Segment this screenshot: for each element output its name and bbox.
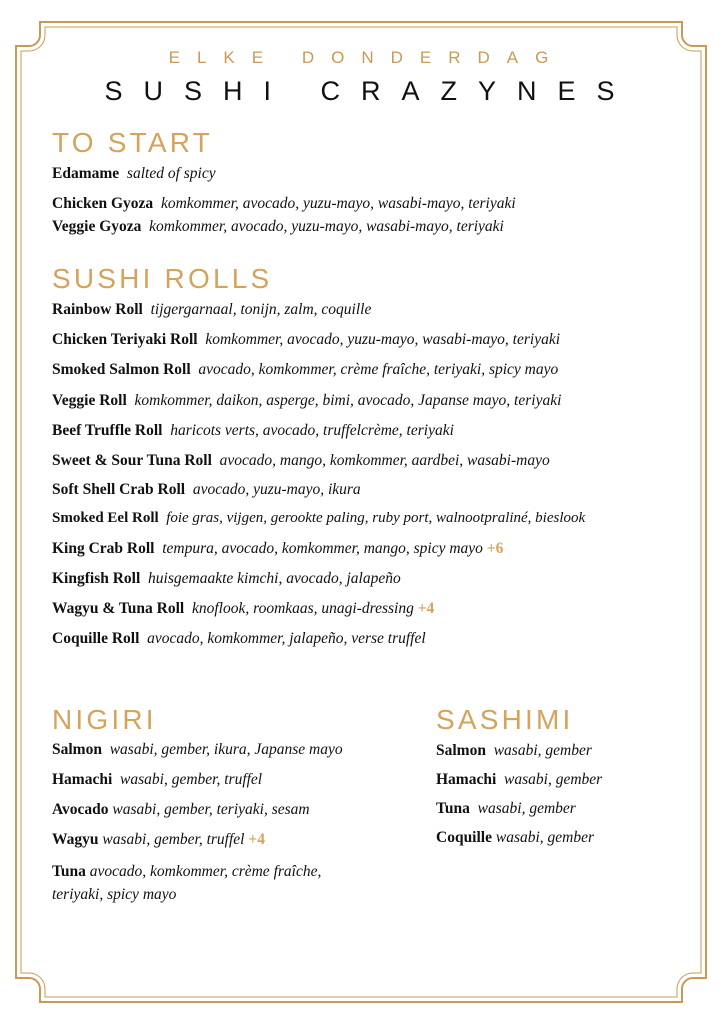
item-description: huisgemaakte kimchi, avocado, jalapeño [148, 570, 401, 587]
item-description: avocado, yuzu-mayo, ikura [192, 481, 361, 498]
item-description: haricots verts, avocado, truffelcrème, teriyaki [170, 422, 454, 439]
item-name: Beef Truffle Roll [52, 422, 163, 439]
item-name: Kingfish Roll [52, 570, 141, 587]
item-description: avocado, mango, komkommer, aardbei, wasabi-mayo [219, 452, 550, 469]
menu-item [436, 768, 602, 791]
item-description: avocado, komkommer, crème fraîche, teriyaki, spicy mayo [52, 863, 322, 903]
menu-item [52, 597, 434, 620]
menu-title: SUSHI CRAZYNES [104, 76, 636, 106]
item-description: komkommer, daikon, asperge, bimi, avocado, Japanse mayo, teriyaki [134, 392, 562, 409]
menu-item [52, 389, 561, 412]
menu-item [436, 826, 594, 849]
section-heading-to-start: TO START [52, 127, 213, 158]
item-description: wasabi, gember [493, 742, 592, 759]
item-name: Rainbow Roll [52, 301, 143, 318]
item-description: wasabi, gember [495, 829, 595, 846]
item-name: Chicken Gyoza [52, 195, 154, 212]
menu-item [52, 215, 504, 238]
item-name: Salmon [436, 742, 486, 759]
menu-item [52, 192, 516, 215]
item-description: wasabi, gember, truffel [102, 831, 245, 848]
item-description: tijgergarnaal, tonijn, zalm, coquille [150, 301, 372, 318]
menu-item [52, 828, 265, 851]
menu-item [52, 537, 503, 560]
item-description: knoflook, roomkaas, unagi-dressing [191, 600, 414, 617]
menu-item [436, 797, 576, 820]
item-description: avocado, komkommer, jalapeño, verse truffel [147, 630, 426, 647]
item-name: Veggie Gyoza [52, 218, 142, 235]
item-description: komkommer, avocado, yuzu-mayo, wasabi-mayo, teriyaki [149, 218, 504, 235]
menu-item [52, 358, 558, 381]
item-surcharge: +4 [417, 600, 435, 617]
item-name: Chicken Teriyaki Roll [52, 331, 198, 348]
menu-item [52, 162, 216, 185]
item-description: wasabi, gember [504, 771, 603, 788]
item-surcharge: +4 [248, 831, 265, 848]
item-name: Soft Shell Crab Roll [52, 481, 186, 498]
item-description: avocado, komkommer, crème fraîche, teriyaki, spicy mayo [198, 361, 559, 378]
menu-item [52, 627, 426, 650]
menu-item [52, 478, 361, 501]
item-description: tempura, avocado, komkommer, mango, spicy mayo [162, 540, 483, 557]
item-description: salted of spicy [126, 165, 216, 182]
item-description: wasabi, gember, teriyaki, sesam [112, 801, 310, 818]
item-name: Smoked Eel Roll [52, 510, 159, 526]
menu-item [52, 449, 550, 472]
section-heading-nigiri: NIGIRI [52, 704, 157, 735]
item-description: wasabi, gember, truffel [120, 771, 263, 788]
menu-item [52, 738, 343, 761]
item-name: Tuna [52, 863, 86, 880]
item-name: Salmon [52, 741, 102, 758]
item-surcharge: +6 [486, 540, 504, 557]
menu-item [52, 860, 362, 906]
item-description: wasabi, gember, ikura, Japanse mayo [109, 741, 343, 758]
item-name: Wagyu [52, 831, 99, 848]
item-name: Veggie Roll [52, 392, 127, 409]
item-name: Coquille [436, 829, 492, 846]
item-name: Coquille Roll [52, 630, 140, 647]
section-heading-sushi-rolls: SUSHI ROLLS [52, 263, 273, 294]
item-description: komkommer, avocado, yuzu-mayo, wasabi-mayo, teriyaki [205, 331, 561, 348]
menu-item [52, 507, 585, 530]
item-name: Edamame [52, 165, 120, 182]
menu-item [52, 419, 454, 442]
menu-item [52, 768, 262, 791]
menu-item [52, 328, 560, 351]
item-name: Hamachi [436, 771, 497, 788]
item-name: Smoked Salmon Roll [52, 361, 191, 378]
item-name: Sweet & Sour Tuna Roll [52, 452, 212, 469]
item-name: Tuna [436, 800, 470, 817]
menu-item [52, 798, 310, 821]
item-name: Hamachi [52, 771, 113, 788]
item-description: komkommer, avocado, yuzu-mayo, wasabi-mayo, teriyaki [160, 195, 516, 212]
item-description: wasabi, gember [477, 800, 576, 817]
item-name: Wagyu & Tuna Roll [52, 600, 185, 617]
menu-item [436, 739, 592, 762]
menu-item [52, 298, 371, 321]
header-kicker: ELKE DONDERDAG [168, 48, 566, 67]
menu-item [52, 567, 401, 590]
section-heading-sashimi: SASHIMI [436, 704, 574, 735]
item-name: King Crab Roll [52, 540, 155, 557]
item-name: Avocado [52, 801, 109, 818]
item-description: foie gras, vijgen, gerookte paling, ruby port, walnootpraliné, bieslook [166, 510, 586, 526]
